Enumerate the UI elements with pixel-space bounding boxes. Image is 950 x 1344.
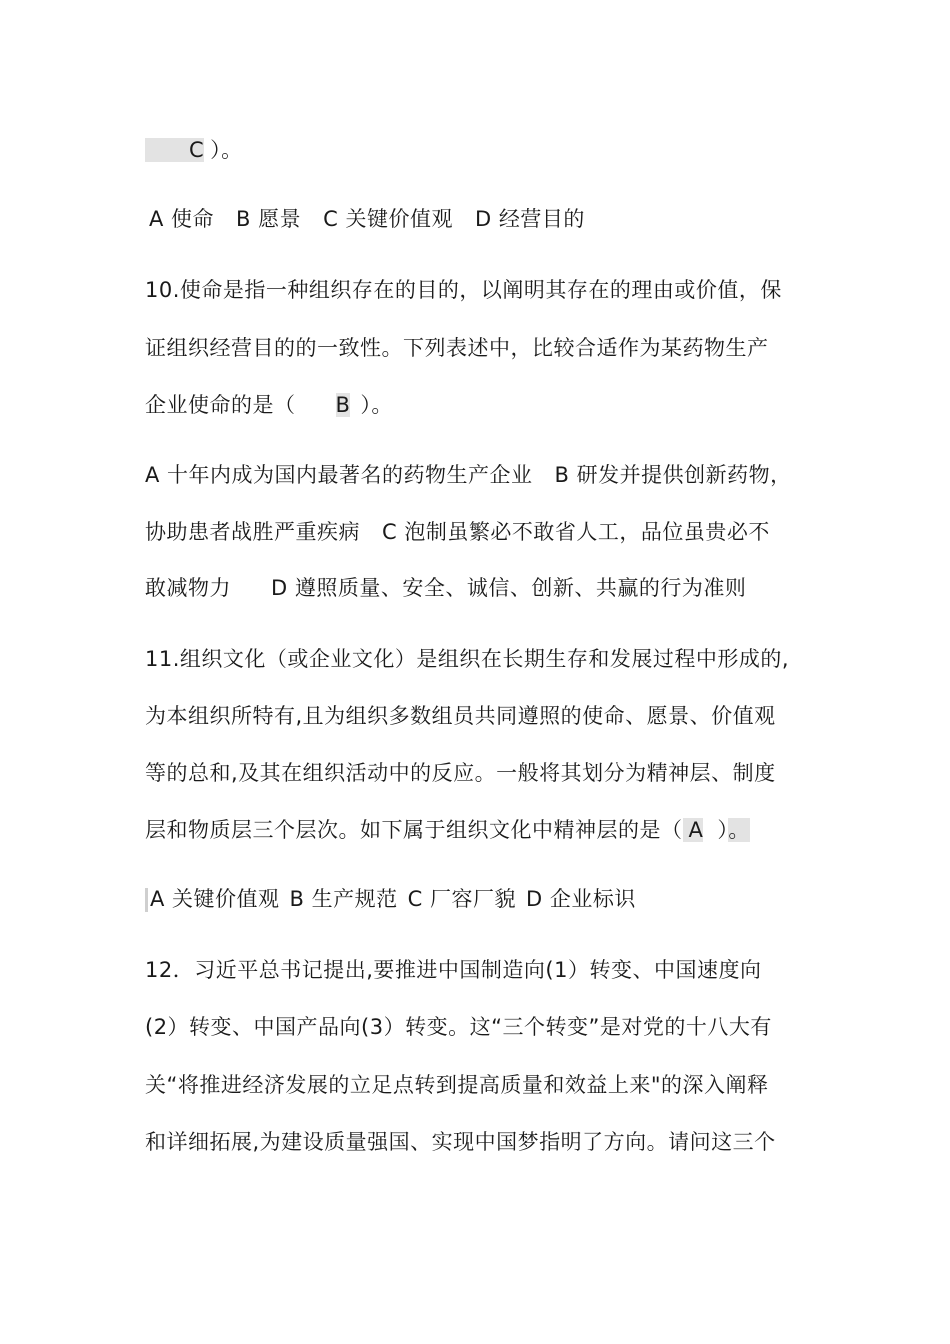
q12-line-2: (2）转变、中国产品向(3）转变。这“三个转变”是对党的十八大有 [145, 1015, 772, 1039]
q9-option-b: B 愿景 [236, 207, 302, 231]
q9-answer-highlight [145, 138, 204, 162]
q10-options-line-2 [145, 518, 770, 546]
q12-line-1: 12．习近平总书记提出,要推进中国制造向(1）转变、中国速度向 [145, 958, 762, 982]
q11-answer-highlight [683, 818, 704, 842]
q9-answer: C [189, 138, 205, 162]
q10-options-line-3 [145, 574, 746, 602]
q9-option-a: A 使命 [149, 207, 215, 231]
q9-option-d: D 经营目的 [474, 207, 585, 231]
q9-answer-end: ）。 [210, 138, 243, 162]
q10-question-prefix: 企业使命的是（ [145, 393, 296, 417]
q12-line-4: 和详细拓展,为建设质量强国、实现中国梦指明了方向。请问这三个 [145, 1130, 776, 1154]
q11-question-prefix: 层和物质层三个层次。如下属于组织文化中精神层的是（ [145, 818, 683, 842]
q11-options-marker [145, 888, 148, 912]
q10-options-line-1 [145, 461, 792, 489]
q9-answer-line [145, 136, 243, 164]
q11-line-3: 等的总和,及其在组织活动中的反应。一般将其划分为精神层、制度 [145, 761, 776, 785]
q10-option-a: A 十年内成为国内最著名的药物生产企业 [145, 463, 533, 487]
q11-question-suffix: ） [717, 818, 729, 842]
q10-line-2: 证组织经营目的的一致性。下列表述中，比较合适作为某药物生产 [145, 336, 769, 360]
q10-option-b: B 研发并提供创新药物， [554, 463, 792, 487]
q10-option-d: D 遵照质量、安全、诚信、创新、共赢的行为准则 [271, 576, 747, 600]
q10-option-c: C 泡制虽繁必不敢省人工，品位虽贵必不 [382, 520, 770, 544]
q10-question-suffix: ）。 [360, 393, 393, 417]
q9-option-c: C 关键价值观 [323, 207, 453, 231]
q10-option-c-cont: 敢减物力 [145, 576, 231, 600]
q12-line-3: 关“将推进经济发展的立足点转到提高质量和效益上来"的深入阐释 [145, 1073, 769, 1097]
q9-options [145, 205, 585, 233]
q10-option-b-cont: 协助患者战胜严重疾病 [145, 520, 360, 544]
q11-answer: A [688, 818, 704, 842]
q11-line-1: 11.组织文化（或企业文化）是组织在长期生存和发展过程中形成的, [145, 647, 790, 671]
q11-line-4 [145, 816, 750, 844]
q11-options [145, 885, 636, 913]
q10-line-1: 10.使命是指一种组织存在的目的，以阐明其存在的理由或价值，保 [145, 278, 782, 302]
q11-option-c: C 厂容厂貌 [407, 887, 516, 911]
q11-question-end: 。 [728, 818, 750, 842]
q10-answer: B [335, 393, 351, 417]
q11-option-a: A 关键价值观 [150, 887, 280, 911]
q11-option-d: D 企业标识 [525, 887, 636, 911]
q10-line-3 [145, 391, 393, 419]
q11-option-b: B 生产规范 [289, 887, 398, 911]
q11-line-2: 为本组织所特有,且为组织多数组员共同遵照的使命、愿景、价值观 [145, 704, 776, 728]
